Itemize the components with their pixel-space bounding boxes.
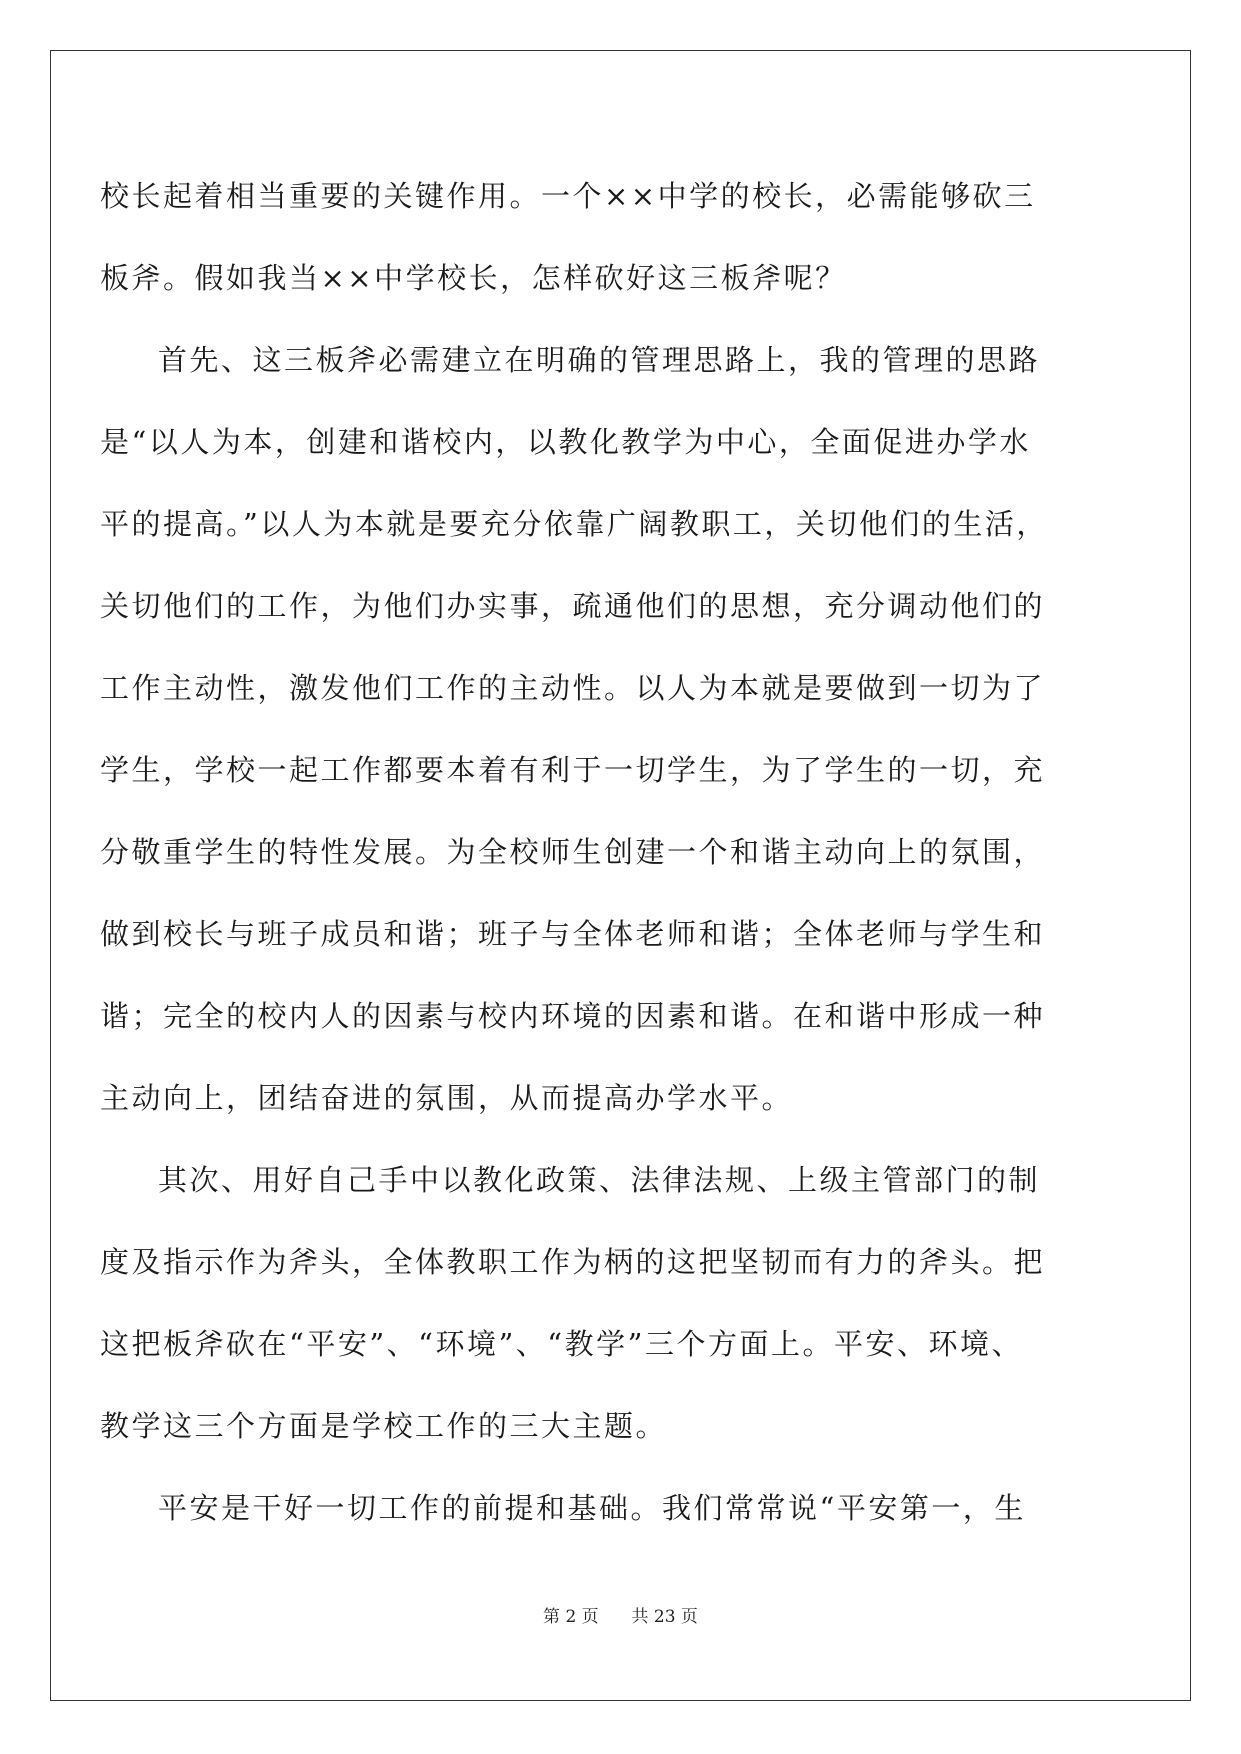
text-line: 教学这三个方面是学校工作的三大主题。: [100, 1409, 668, 1443]
text-line: 这把板斧砍在“平安”、“环境”、“教学”三个方面上。平安、环境、: [100, 1327, 1023, 1361]
text-line: 是“以人为本，创建和谐校内，以教化教学为中心，全面促进办学水: [100, 425, 1031, 459]
document-body: [100, 155, 1110, 1549]
text-line: 做到校长与班子成员和谐；班子与全体老师和谐；全体老师与学生和: [100, 917, 1046, 951]
text-line: 其次、用好自己手中以教化政策、法律法规、上级主管部门的制: [158, 1163, 1041, 1197]
text-line: 平安是干好一切工作的前提和基础。我们常常说“平安第一，生: [158, 1491, 1026, 1525]
text-line: 主动向上，团结奋进的氛围，从而提高办学水平。: [100, 1081, 794, 1115]
page-footer: [0, 1602, 1241, 1627]
text-line: 板斧。假如我当××中学校长，怎样砍好这三板斧呢？: [100, 261, 847, 295]
text-line: 首先、这三板斧必需建立在明确的管理思路上，我的管理的思路: [158, 343, 1041, 377]
text-line: 工作主动性，激发他们工作的主动性。以人为本就是要做到一切为了: [100, 671, 1046, 705]
total-pages: 共 23 页: [631, 1607, 698, 1627]
text-line: 关切他们的工作，为他们办实事，疏通他们的思想，充分调动他们的: [100, 589, 1046, 623]
text-line: 学生，学校一起工作都要本着有利于一切学生，为了学生的一切，充: [100, 753, 1046, 787]
text-line: 分敬重学生的特性发展。为全校师生创建一个和谐主动向上的氛围，: [100, 835, 1046, 869]
page-number: 第 2 页: [543, 1607, 599, 1627]
text-line: 度及指示作为斧头，全体教职工作为柄的这把坚韧而有力的斧头。把: [100, 1245, 1046, 1279]
text-line: 谐；完全的校内人的因素与校内环境的因素和谐。在和谐中形成一种: [100, 999, 1046, 1033]
text-line: 平的提高。”以人为本就是要充分依靠广阔教职工，关切他们的生活，: [100, 507, 1048, 541]
text-line: 校长起着相当重要的关键作用。一个××中学的校长，必需能够砍三: [100, 179, 1036, 213]
